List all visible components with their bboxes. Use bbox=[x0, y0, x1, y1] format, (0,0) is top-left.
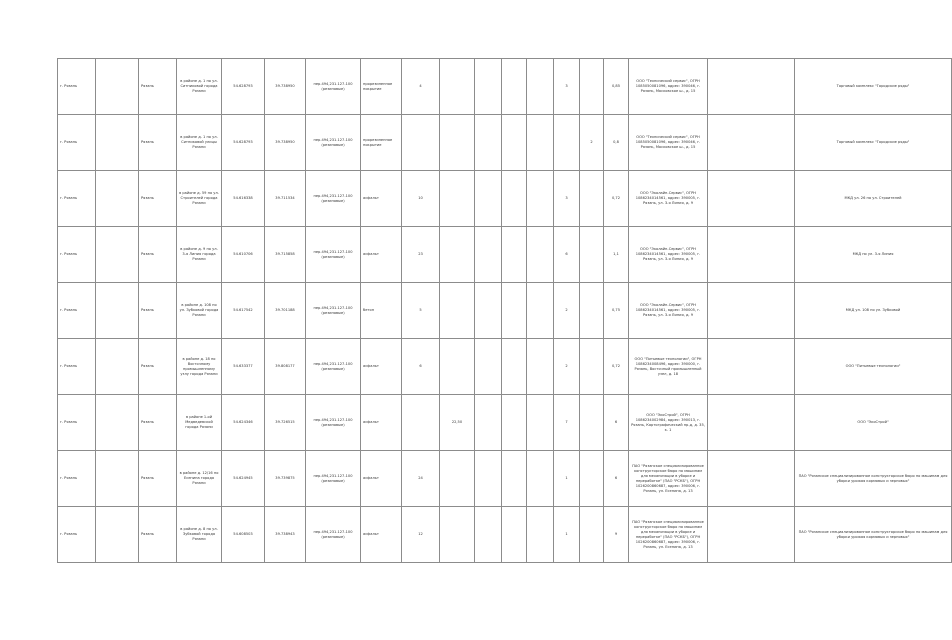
longitude-cell: 39.738950 bbox=[265, 115, 306, 171]
container-count-alt-cell bbox=[580, 283, 604, 339]
value-cell bbox=[475, 395, 502, 451]
value-cell bbox=[527, 339, 554, 395]
operator-cell: ПАО "Рязанское специализированное конструкторское бюро по машинам для уборки урожая кормовых и зерновых" bbox=[795, 451, 952, 507]
district-cell: Рязань bbox=[139, 115, 177, 171]
container-count-cell: 7 bbox=[554, 395, 580, 451]
owner-cell: ООО "ЭкоСтрой", ОГРН 1086234002984, адрес: 390013, г. Рязань, Картографический пр-д, д. 35, к. 1 bbox=[629, 395, 708, 451]
owner-cell: ООО "Технический сервис", ОГРН 1085050081096, адрес: 390046, г. Рязань, Московское ш., д. 15 bbox=[629, 59, 708, 115]
value-cell bbox=[440, 171, 475, 227]
container-type-cell: пер.494,231.127-100 (резиновые) bbox=[306, 451, 361, 507]
value-cell bbox=[440, 283, 475, 339]
area-cell bbox=[402, 395, 440, 451]
district-cell: Рязань bbox=[139, 227, 177, 283]
surface-cell: асфальт bbox=[361, 395, 402, 451]
operator-cell: МКД ул. 26 по ул. Строителей bbox=[795, 171, 952, 227]
container-count-alt-cell bbox=[580, 339, 604, 395]
city-cell: г. Рязань bbox=[58, 451, 96, 507]
volume-cell: 9 bbox=[604, 507, 629, 563]
surface-cell: бетон bbox=[361, 283, 402, 339]
surface-cell: асфальт bbox=[361, 171, 402, 227]
container-count-alt-cell bbox=[580, 227, 604, 283]
blank-cell bbox=[502, 451, 527, 507]
address-cell: в районе д. 59 по ул. Строителей города Рязани bbox=[177, 171, 222, 227]
container-count-cell: 3 bbox=[554, 59, 580, 115]
value-cell bbox=[475, 59, 502, 115]
owner-cell: ООО "Питьевые технологии", ОГРН 1086234008496, адрес: 390000, г. Рязань, Восточный промышленный узел, д. 18 bbox=[629, 339, 708, 395]
table-row bbox=[58, 507, 952, 563]
longitude-cell: 39.726515 bbox=[265, 395, 306, 451]
value-cell bbox=[440, 451, 475, 507]
operator-cell: ПАО "Рязанское специализированное конструкторское бюро по машинам для уборки урожая кормовых и зерновых" bbox=[795, 507, 952, 563]
value-cell bbox=[475, 115, 502, 171]
container-type-cell: пер.494,231.127-100 (резиновые) bbox=[306, 283, 361, 339]
owner-cell: ООО "Эколайн-Сервис", ОГРН 1086234014561, адрес: 390005, г. Рязань, ул. 3-я Линия, д. 9 bbox=[629, 283, 708, 339]
container-count-cell: 3 bbox=[554, 171, 580, 227]
value-cell bbox=[527, 451, 554, 507]
city-cell: г. Рязань bbox=[58, 507, 96, 563]
longitude-cell: 39.701188 bbox=[265, 283, 306, 339]
address-cell: в районе д. 8 по ул. Зубковой города Рязани bbox=[177, 507, 222, 563]
area-cell: 6 bbox=[402, 339, 440, 395]
blank-cell bbox=[96, 227, 139, 283]
container-type-cell: пер.494,231.127-100 (резиновые) bbox=[306, 115, 361, 171]
value-cell bbox=[475, 451, 502, 507]
container-count-alt-cell bbox=[580, 395, 604, 451]
city-cell: г. Рязань bbox=[58, 339, 96, 395]
table-row bbox=[58, 59, 952, 115]
value-cell bbox=[475, 339, 502, 395]
city-cell: г. Рязань bbox=[58, 59, 96, 115]
longitude-cell: 39.738950 bbox=[265, 59, 306, 115]
blank-cell bbox=[708, 395, 795, 451]
value-cell bbox=[440, 115, 475, 171]
value-cell bbox=[475, 507, 502, 563]
address-cell: в районе д. 12/16 по Есенина города Рязани bbox=[177, 451, 222, 507]
blank-cell bbox=[502, 339, 527, 395]
container-type-cell: пер.494,231.127-100 (резиновые) bbox=[306, 339, 361, 395]
longitude-cell: 39.738943 bbox=[265, 507, 306, 563]
value-cell bbox=[440, 227, 475, 283]
blank-cell bbox=[708, 451, 795, 507]
table-row bbox=[58, 115, 952, 171]
city-cell: г. Рязань bbox=[58, 115, 96, 171]
blank-cell bbox=[96, 507, 139, 563]
volume-cell: 0,72 bbox=[604, 171, 629, 227]
volume-cell: 1,1 bbox=[604, 227, 629, 283]
container-count-alt-cell bbox=[580, 507, 604, 563]
value-cell: 22,50 bbox=[440, 395, 475, 451]
blank-cell bbox=[708, 171, 795, 227]
district-cell: Рязань bbox=[139, 59, 177, 115]
value-cell bbox=[527, 507, 554, 563]
blank-cell bbox=[708, 115, 795, 171]
container-type-cell: пер.494,231.127-100 (резиновые) bbox=[306, 171, 361, 227]
latitude-cell: 54.610706 bbox=[222, 227, 265, 283]
district-cell: Рязань bbox=[139, 395, 177, 451]
volume-cell: 6 bbox=[604, 451, 629, 507]
container-count-cell: 1 bbox=[554, 451, 580, 507]
owner-cell: ООО "Эколайн-Сервис", ОГРН 1086234014561, адрес: 390005, г. Рязань, ул. 3-я Линия, д. 9 bbox=[629, 227, 708, 283]
value-cell bbox=[475, 171, 502, 227]
blank-cell bbox=[708, 283, 795, 339]
operator-cell: ООО "Питьевые технологии" bbox=[795, 339, 952, 395]
blank-cell bbox=[96, 171, 139, 227]
container-count-alt-cell: 2 bbox=[580, 115, 604, 171]
district-cell: Рязань bbox=[139, 171, 177, 227]
city-cell: г. Рязань bbox=[58, 171, 96, 227]
city-cell: г. Рязань bbox=[58, 227, 96, 283]
container-count-alt-cell bbox=[580, 171, 604, 227]
value-cell bbox=[527, 115, 554, 171]
table-row bbox=[58, 339, 952, 395]
surface-cell: асфальт bbox=[361, 339, 402, 395]
value-cell bbox=[440, 507, 475, 563]
latitude-cell: 54.633377 bbox=[222, 339, 265, 395]
area-cell: 5 bbox=[402, 283, 440, 339]
blank-cell bbox=[708, 59, 795, 115]
address-cell: в районе 1-ой Медведевской города Рязани bbox=[177, 395, 222, 451]
surface-cell: асфальт bbox=[361, 227, 402, 283]
blank-cell bbox=[708, 339, 795, 395]
value-cell bbox=[527, 171, 554, 227]
blank-cell bbox=[502, 59, 527, 115]
surface-cell: асфальт bbox=[361, 451, 402, 507]
container-type-cell: пер.494,231.127-100 (резиновые) bbox=[306, 227, 361, 283]
latitude-cell: 54.616338 bbox=[222, 171, 265, 227]
owner-cell: ООО "Эколайн-Сервис", ОГРН 1086234014561, адрес: 390005, г. Рязань, ул. 3-я Линия, д. 9 bbox=[629, 171, 708, 227]
blank-cell bbox=[502, 283, 527, 339]
value-cell bbox=[527, 227, 554, 283]
area-cell bbox=[402, 115, 440, 171]
latitude-cell: 54.628793 bbox=[222, 115, 265, 171]
table-row bbox=[58, 227, 952, 283]
area-cell: 24 bbox=[402, 451, 440, 507]
blank-cell bbox=[502, 507, 527, 563]
blank-cell bbox=[96, 283, 139, 339]
operator-cell: ООО "ЭкоСтрой" bbox=[795, 395, 952, 451]
area-cell: 23 bbox=[402, 227, 440, 283]
container-count-cell: 2 bbox=[554, 339, 580, 395]
surface-cell: асфальт bbox=[361, 507, 402, 563]
blank-cell bbox=[502, 115, 527, 171]
address-cell: в районе д. 18 по Восточному промышленному узлу города Рязани bbox=[177, 339, 222, 395]
value-cell bbox=[527, 283, 554, 339]
area-cell: 10 bbox=[402, 171, 440, 227]
data-table bbox=[57, 58, 952, 563]
table-row bbox=[58, 283, 952, 339]
container-count-cell: 1 bbox=[554, 507, 580, 563]
container-count-alt-cell bbox=[580, 451, 604, 507]
district-cell: Рязань bbox=[139, 283, 177, 339]
latitude-cell: 54.617542 bbox=[222, 283, 265, 339]
surface-cell: прорезиненное покрытие bbox=[361, 115, 402, 171]
longitude-cell: 39.715858 bbox=[265, 227, 306, 283]
longitude-cell: 39.711534 bbox=[265, 171, 306, 227]
blank-cell bbox=[96, 395, 139, 451]
blank-cell bbox=[708, 227, 795, 283]
district-cell: Рязань bbox=[139, 507, 177, 563]
district-cell: Рязань bbox=[139, 451, 177, 507]
area-cell: 4 bbox=[402, 59, 440, 115]
longitude-cell: 39.808177 bbox=[265, 339, 306, 395]
address-cell: в районе д. 1 по ул. Ситниковой города Рязани bbox=[177, 59, 222, 115]
container-count-cell: 6 bbox=[554, 227, 580, 283]
blank-cell bbox=[96, 339, 139, 395]
value-cell bbox=[475, 227, 502, 283]
container-count-cell: 2 bbox=[554, 283, 580, 339]
value-cell bbox=[440, 339, 475, 395]
owner-cell: ПАО "Рязанское специализированное конструкторское бюро по машинам для механизации в уборке и переработке" (ПАО "РСКБ"), ОГРН 1026200860687, адрес: 390006, г. Рязань, ул. Есенина, д. 13 bbox=[629, 507, 708, 563]
address-cell: в районе д. 108 по ул. Зубковой города Рязани bbox=[177, 283, 222, 339]
longitude-cell: 39.739875 bbox=[265, 451, 306, 507]
table-row bbox=[58, 171, 952, 227]
volume-cell: 6 bbox=[604, 395, 629, 451]
container-count-alt-cell bbox=[580, 59, 604, 115]
address-cell: в районе д. 1 по ул. Ситниковой улицы Рязани bbox=[177, 115, 222, 171]
operator-cell: Торговый комплекс "Городские ряды" bbox=[795, 115, 952, 171]
owner-cell: ПАО "Рязанское специализированное конструкторское бюро по машинам для механизации в уборке и переработке" (ПАО "РСКБ"), ОГРН 1026200860687, адрес: 390006, г. Рязань, ул. Есенина, д. 13 bbox=[629, 451, 708, 507]
owner-cell: ООО "Технический сервис", ОГРН 1085050081096, адрес: 390046, г. Рязань, Московское ш., д. 15 bbox=[629, 115, 708, 171]
city-cell: г. Рязань bbox=[58, 283, 96, 339]
blank-cell bbox=[96, 115, 139, 171]
value-cell bbox=[440, 59, 475, 115]
volume-cell: 0,8 bbox=[604, 115, 629, 171]
address-cell: в районе д. 9 по ул. 3-я Линия города Рязани bbox=[177, 227, 222, 283]
container-type-cell: пер.494,231.127-100 (резиновые) bbox=[306, 507, 361, 563]
value-cell bbox=[475, 283, 502, 339]
volume-cell: 0,85 bbox=[604, 59, 629, 115]
container-type-cell: пер.494,231.127-100 (резиновые) bbox=[306, 59, 361, 115]
surface-cell: прорезиненное покрытие bbox=[361, 59, 402, 115]
city-cell: г. Рязань bbox=[58, 395, 96, 451]
operator-cell: МКД ул. 108 по ул. Зубковой bbox=[795, 283, 952, 339]
volume-cell: 0,72 bbox=[604, 339, 629, 395]
table-row bbox=[58, 395, 952, 451]
latitude-cell: 54.624945 bbox=[222, 451, 265, 507]
latitude-cell: 54.624346 bbox=[222, 395, 265, 451]
container-count-cell bbox=[554, 115, 580, 171]
blank-cell bbox=[96, 59, 139, 115]
blank-cell bbox=[502, 171, 527, 227]
district-cell: Рязань bbox=[139, 339, 177, 395]
volume-cell: 0,75 bbox=[604, 283, 629, 339]
operator-cell: Торговый комплекс "Городские ряды" bbox=[795, 59, 952, 115]
blank-cell bbox=[96, 451, 139, 507]
operator-cell: МКД по ул. 3-я Линия bbox=[795, 227, 952, 283]
blank-cell bbox=[502, 395, 527, 451]
latitude-cell: 54.608503 bbox=[222, 507, 265, 563]
blank-cell bbox=[502, 227, 527, 283]
latitude-cell: 54.628793 bbox=[222, 59, 265, 115]
blank-cell bbox=[708, 507, 795, 563]
container-type-cell: пер.494,231.127-100 (резиновые) bbox=[306, 395, 361, 451]
value-cell bbox=[527, 395, 554, 451]
value-cell bbox=[527, 59, 554, 115]
area-cell: 12 bbox=[402, 507, 440, 563]
table-row bbox=[58, 451, 952, 507]
